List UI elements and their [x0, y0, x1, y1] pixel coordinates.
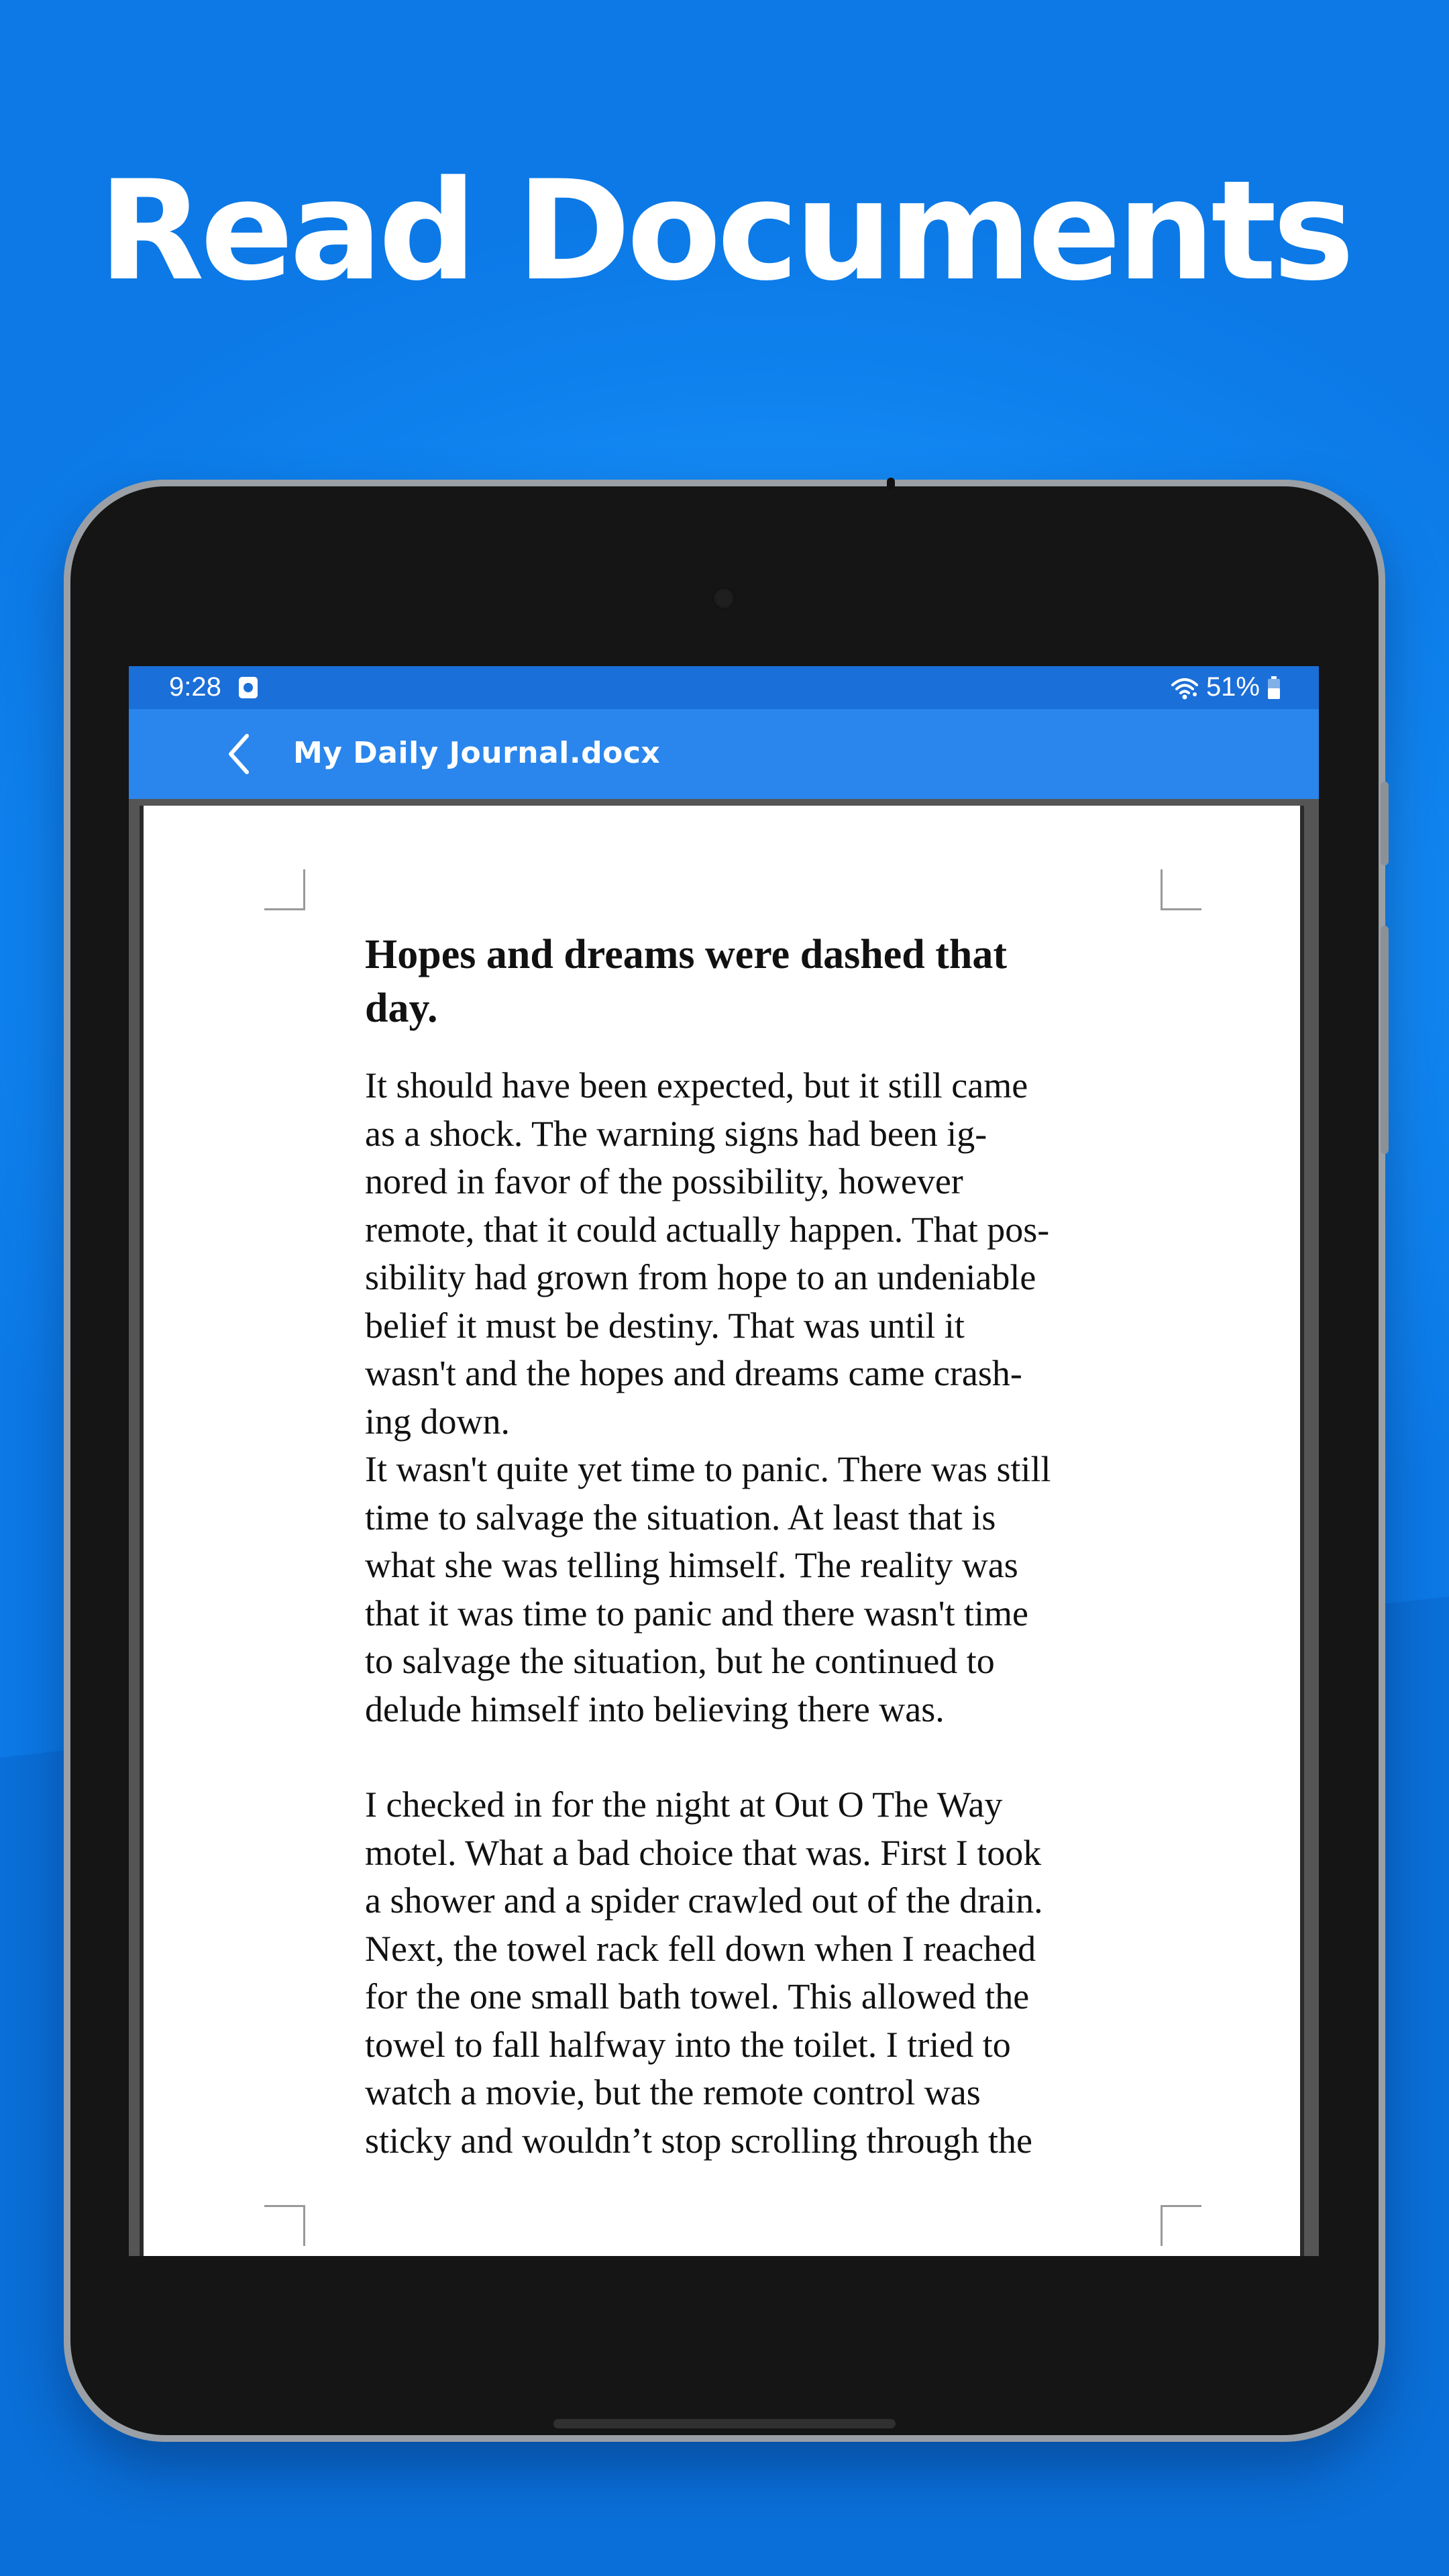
- paragraph: It should have been expected, but it still came as a shock. The warning signs had been ig- nored in favor of the possibility, however remote, that it could actually happen. That pos- sibility had grown from hope to an undeniable belief it must be destiny. That was until it wasn't and the hopes and dreams came crash- ing down.: [365, 1065, 1050, 1442]
- wifi-icon: [1170, 674, 1199, 701]
- app-bar: [129, 709, 1319, 799]
- tablet-screen: [129, 666, 1319, 2256]
- battery-icon: [1267, 674, 1281, 701]
- document-heading: Hopes and dreams were dashed that day.: [365, 932, 1008, 1031]
- power-button: [1381, 782, 1389, 865]
- document-page: [140, 806, 1304, 2256]
- paragraph: It wasn't quite yet time to panic. There was still time to salvage the situation. At least that is what she was telling himself. The reality was that it was time to panic and there wasn't time to salvage the situation, but he continued to delude himself into believing there was.: [365, 1449, 1051, 1729]
- paragraph: I checked in for the night at Out O The Way motel. What a bad choice that was. First I took a shower and a spider crawled out of the drain. Next, the towel rack fell down when I reached for the one small bath towel. This allowed the towel to fall halfway into the toilet. I tried to watch a movie, but the remote control was sticky and wouldn’t stop scrolling through the: [365, 1784, 1043, 2161]
- promo-headline: Read Documents: [98, 152, 1351, 311]
- notification-app-icon: [239, 677, 258, 698]
- bottom-bezel-strip: [553, 2419, 896, 2428]
- crop-mark-top-right: [1161, 869, 1201, 910]
- top-edge-notch: [887, 478, 895, 490]
- crop-mark-bottom-right: [1161, 2205, 1201, 2246]
- status-bar: [129, 666, 1319, 709]
- status-time: 9:28: [169, 672, 221, 702]
- document-title: My Daily Journal.docx: [293, 736, 661, 770]
- volume-button: [1381, 926, 1389, 1154]
- document-viewer[interactable]: [129, 799, 1319, 2256]
- crop-mark-top-left: [264, 869, 305, 910]
- chevron-left-icon[interactable]: [216, 731, 263, 777]
- battery-percent: 51%: [1205, 672, 1260, 702]
- status-right-group: [1170, 672, 1281, 702]
- document-body: [365, 928, 1150, 2165]
- front-camera: [712, 587, 735, 610]
- crop-mark-bottom-left: [264, 2205, 305, 2246]
